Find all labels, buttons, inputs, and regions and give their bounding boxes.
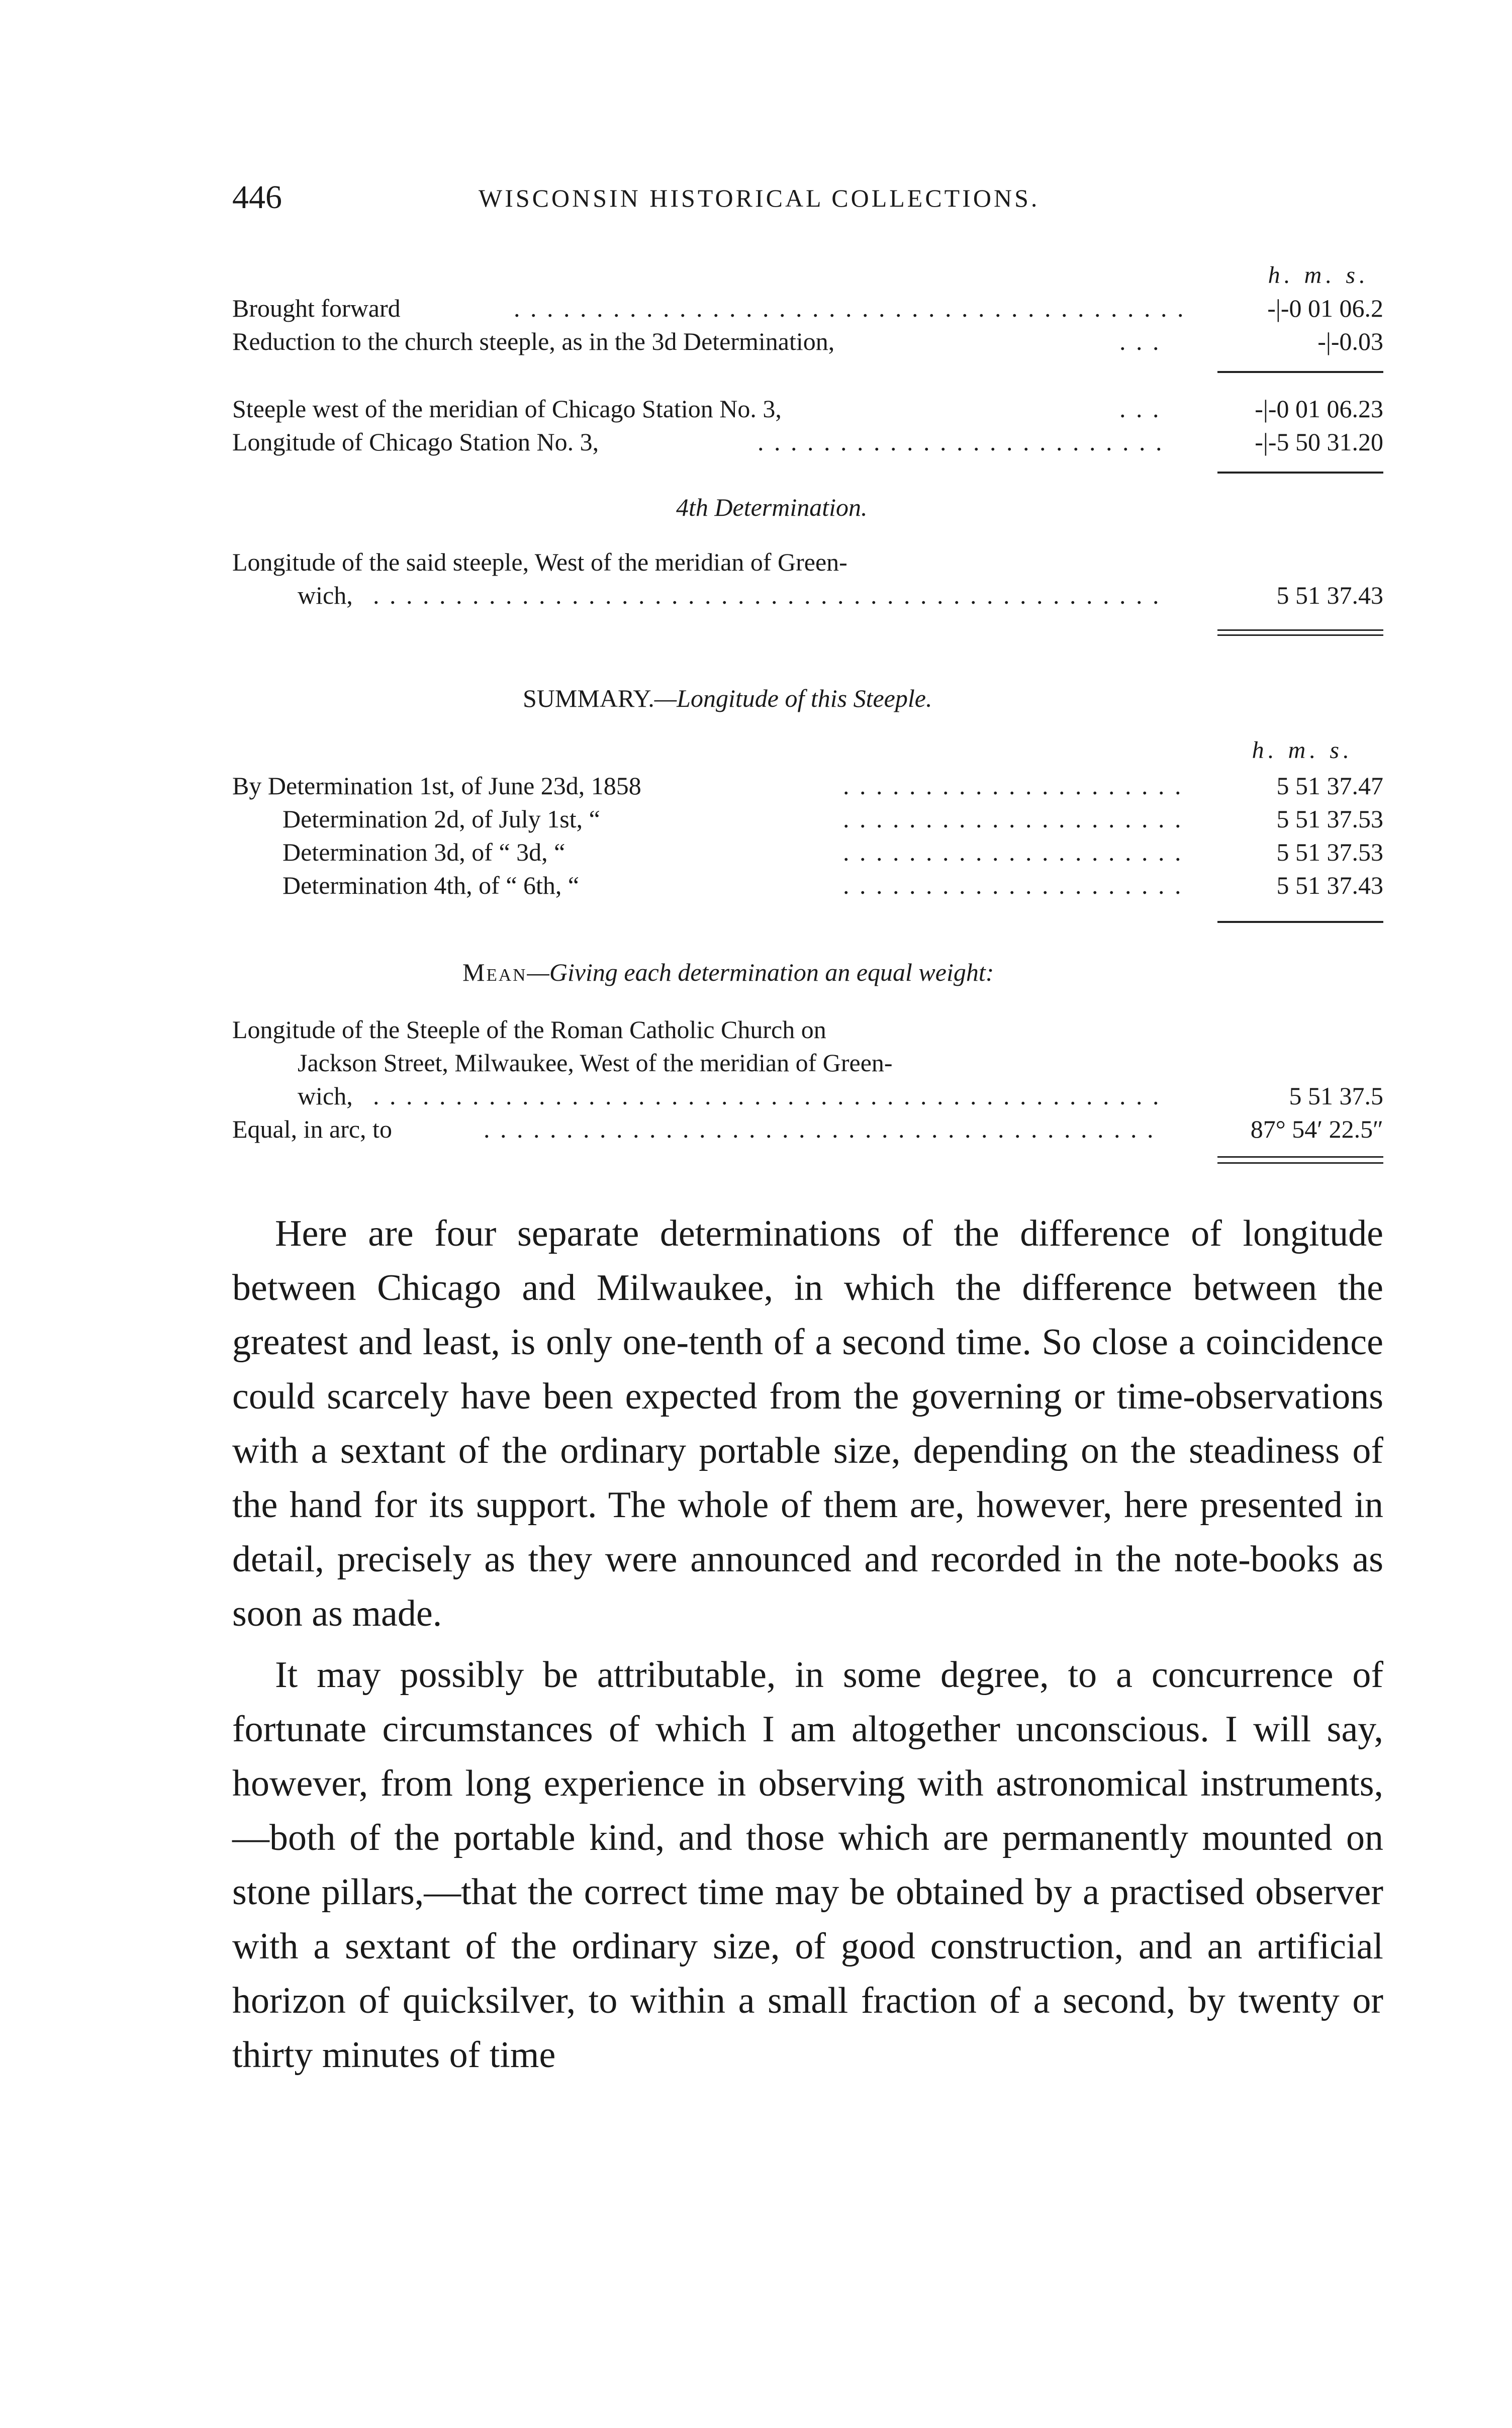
running-title: WISCONSIN HISTORICAL COLLECTIONS. (479, 184, 1040, 212)
running-head (232, 178, 1388, 224)
row-value: 5 51 37.47 (1276, 772, 1383, 800)
row-label: Reduction to the church steeple, as in the 3d Determination, (232, 327, 835, 355)
units-header (232, 261, 1383, 292)
double-rule (1217, 629, 1383, 631)
table-row (232, 1013, 1383, 1046)
row-label: Longitude of Chicago Station No. 3, (232, 428, 599, 456)
table-row (232, 425, 1383, 458)
row-label: Determination 4th, of “ 6th, “ (282, 871, 580, 899)
dot-leader (843, 769, 1182, 802)
fourth-determination-heading: 4th Determination. (676, 493, 868, 521)
dot-leader (1119, 392, 1162, 425)
units-label: h. m. s. (1268, 262, 1369, 289)
dot-leader (484, 1112, 1162, 1146)
table-row (232, 545, 1383, 579)
row-value: 5 51 37.43 (1276, 871, 1383, 899)
row-value: -|-0 01 06.23 (1255, 395, 1383, 423)
table-row (232, 769, 1383, 802)
mean-table (232, 1013, 1383, 1146)
row-label: Determination 3d, of “ 3d, “ (282, 838, 565, 866)
row-label: wich, (298, 581, 353, 609)
dot-leader (843, 869, 1182, 902)
table-row (232, 392, 1383, 425)
summary-heading: SUMMARY.—Longitude of this Steeple. (523, 684, 932, 712)
dot-leader (843, 802, 1182, 835)
summary-table (232, 769, 1383, 902)
dot-leader (843, 835, 1182, 869)
mean-heading: Mean—Giving each determination an equal weight: (462, 958, 994, 986)
row-value: 5 51 37.53 (1276, 805, 1383, 833)
paragraph: Here are four separate determinations of the difference of longitude between Chicago and Milwaukee, in which the difference between the greatest and least, is only one-tenth of a second time. So close a coincidence could scarcely have been expected from the governing or time-observations with a sextant of the ordinary portable size, depending on the steadiness of the hand for its support. The whole of them are, however, here presented in detail, precisely as they were announced and recorded in the note-books as soon as made. (232, 1213, 1383, 1634)
page-number: 446 (232, 179, 282, 216)
row-label: By Determination 1st, of June 23d, 1858 (232, 772, 641, 800)
table-row (232, 579, 1383, 612)
dot-leader (1119, 325, 1162, 358)
sum-rule (1217, 921, 1383, 923)
table-row (232, 869, 1383, 902)
row-value: -|-0.03 (1317, 327, 1383, 355)
steeple-west-table (232, 392, 1383, 458)
row-label: Longitude of the said steeple, West of the meridian of Green- (232, 548, 847, 576)
fourth-determination-table (232, 545, 1383, 612)
dot-leader (373, 579, 1162, 612)
units-label: h. m. s. (1252, 737, 1353, 764)
double-rule (1217, 634, 1383, 636)
dot-leader (514, 292, 1192, 325)
row-value: -|-5 50 31.20 (1255, 428, 1383, 456)
double-rule (1217, 1156, 1383, 1158)
table-row (232, 1046, 1383, 1079)
row-label: Determination 2d, of July 1st, “ (282, 805, 600, 833)
sum-rule (1217, 472, 1383, 474)
row-value: -|-0 01 06.2 (1267, 294, 1383, 322)
table-row (232, 835, 1383, 869)
row-label: Jackson Street, Milwaukee, West of the meridian of Green- (298, 1049, 893, 1077)
row-value: 5 51 37.43 (1276, 581, 1383, 609)
row-label: Longitude of the Steeple of the Roman Catholic Church on (232, 1015, 826, 1044)
row-label: wich, (298, 1082, 353, 1110)
row-value: 5 51 37.53 (1276, 838, 1383, 866)
table-row (232, 1112, 1383, 1146)
brought-forward-table (232, 292, 1383, 358)
row-label: Equal, in arc, to (232, 1115, 392, 1143)
double-rule (1217, 1162, 1383, 1164)
summary-units-header (232, 736, 1383, 767)
dot-leader (758, 425, 1162, 458)
table-row (232, 1079, 1383, 1112)
arc-value: 87° 54′ 22.5″ (1250, 1115, 1383, 1143)
table-row (232, 292, 1383, 325)
dot-leader (373, 1079, 1162, 1112)
paragraph: It may possibly be attributable, in some degree, to a concurrence of fortunate circumstances of which I am altogether unconscious. I will say, however, from long experience in observing with astronomical instruments,—both of the portable kind, and those which are permanently mounted on stone pillars,—that the correct time may be obtained by a practised observer with a sextant of the ordinary size, of good construction, and an artificial horizon of quicksilver, to within a small fraction of a second, by twenty or thirty minutes of time (232, 1654, 1383, 2076)
body-text (232, 1206, 1383, 2082)
row-value: 5 51 37.5 (1289, 1082, 1383, 1110)
table-row (232, 325, 1383, 358)
row-label: Brought forward (232, 294, 401, 322)
sum-rule (1217, 371, 1383, 373)
table-row (232, 802, 1383, 835)
row-label: Steeple west of the meridian of Chicago Station No. 3, (232, 395, 782, 423)
